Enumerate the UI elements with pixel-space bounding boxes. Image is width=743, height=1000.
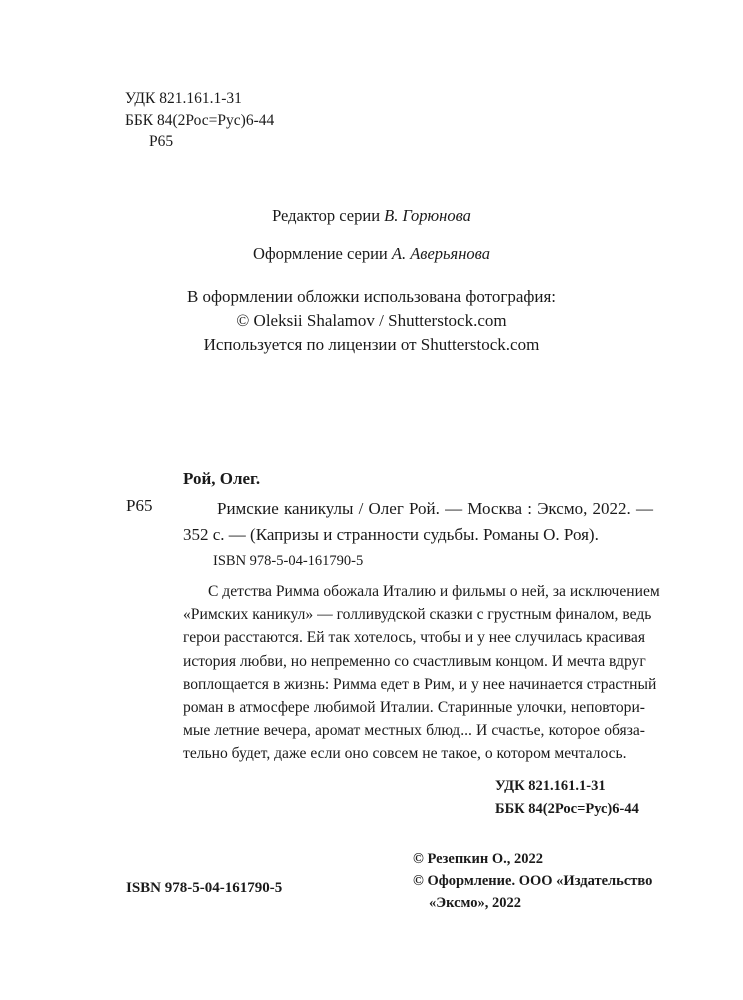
udk-code: УДК 821.161.1-31 bbox=[495, 778, 606, 794]
annotation-line: мые летние вечера, аромат местных блюд... И счастье, которое обяза- bbox=[183, 722, 645, 740]
cover-credit-line: В оформлении обложки использована фотография: bbox=[186, 287, 557, 306]
classification-footer bbox=[495, 775, 639, 821]
bbk-code: ББК 84(2Рос=Рус)6-44 bbox=[125, 111, 275, 129]
annotation-line: «Римских каникул» — голливудской сказки с грустным финалом, ведь bbox=[183, 606, 652, 624]
copyright-design: © Оформление. ООО «Издательство bbox=[413, 873, 653, 889]
bibliographic-entry-line: 352 с. — (Капризы и странности судьбы. Романы О. Роя). bbox=[183, 525, 599, 544]
classification-block bbox=[125, 88, 274, 153]
annotation-line: история любви, но непременно со счастливым концом. И мечта вдруг bbox=[183, 652, 646, 670]
annotation-line: С детства Римма обожала Италию и фильмы о ней, за исключением bbox=[208, 583, 660, 600]
series-design-name: А. Аверьянова bbox=[391, 244, 490, 263]
author-index: Р65 bbox=[149, 133, 174, 150]
copyright-design-continued: «Эксмо», 2022 bbox=[429, 895, 521, 911]
copyright-block bbox=[413, 848, 652, 914]
isbn-entry: ISBN 978-5-04-161790-5 bbox=[213, 553, 364, 569]
series-design bbox=[0, 244, 743, 264]
series-editor-name: В. Горюнова bbox=[384, 206, 471, 225]
annotation-line: роман в атмосфере любимой Италии. Старинные улочки, неповтори- bbox=[183, 699, 645, 717]
annotation bbox=[183, 580, 660, 766]
bibliographic-entry bbox=[183, 496, 653, 548]
bibliographic-index: Р65 bbox=[126, 496, 153, 515]
isbn-footer: ISBN 978-5-04-161790-5 bbox=[126, 880, 283, 896]
annotation-line: воплощается в жизнь: Римма едет в Рим, и у нее начинается страстный bbox=[183, 675, 657, 693]
bibliographic-entry-line: Римские каникулы / Олег Рой. — Москва : Эксмо, 2022. — bbox=[217, 499, 653, 518]
cover-credit-line: Используется по лицензии от Shutterstock.com bbox=[203, 335, 540, 354]
series-editor bbox=[0, 206, 743, 226]
bbk-code: ББК 84(2Рос=Рус)6-44 bbox=[495, 801, 639, 817]
cover-photo-credit bbox=[0, 285, 743, 357]
series-editor-label: Редактор серии bbox=[272, 206, 381, 225]
annotation-line: тельно будет, даже если оно совсем не такое, о котором мечталось. bbox=[183, 745, 627, 763]
author-heading: Рой, Олег. bbox=[183, 469, 261, 488]
copyright-author: © Резепкин О., 2022 bbox=[413, 851, 544, 867]
udk-code: УДК 821.161.1-31 bbox=[125, 90, 242, 107]
cover-credit-line: © Oleksii Shalamov / Shutterstock.com bbox=[236, 311, 507, 330]
annotation-line: герои расстаются. Ей так хотелось, чтобы и у нее случилась красивая bbox=[183, 629, 645, 647]
series-design-label: Оформление серии bbox=[253, 244, 388, 263]
